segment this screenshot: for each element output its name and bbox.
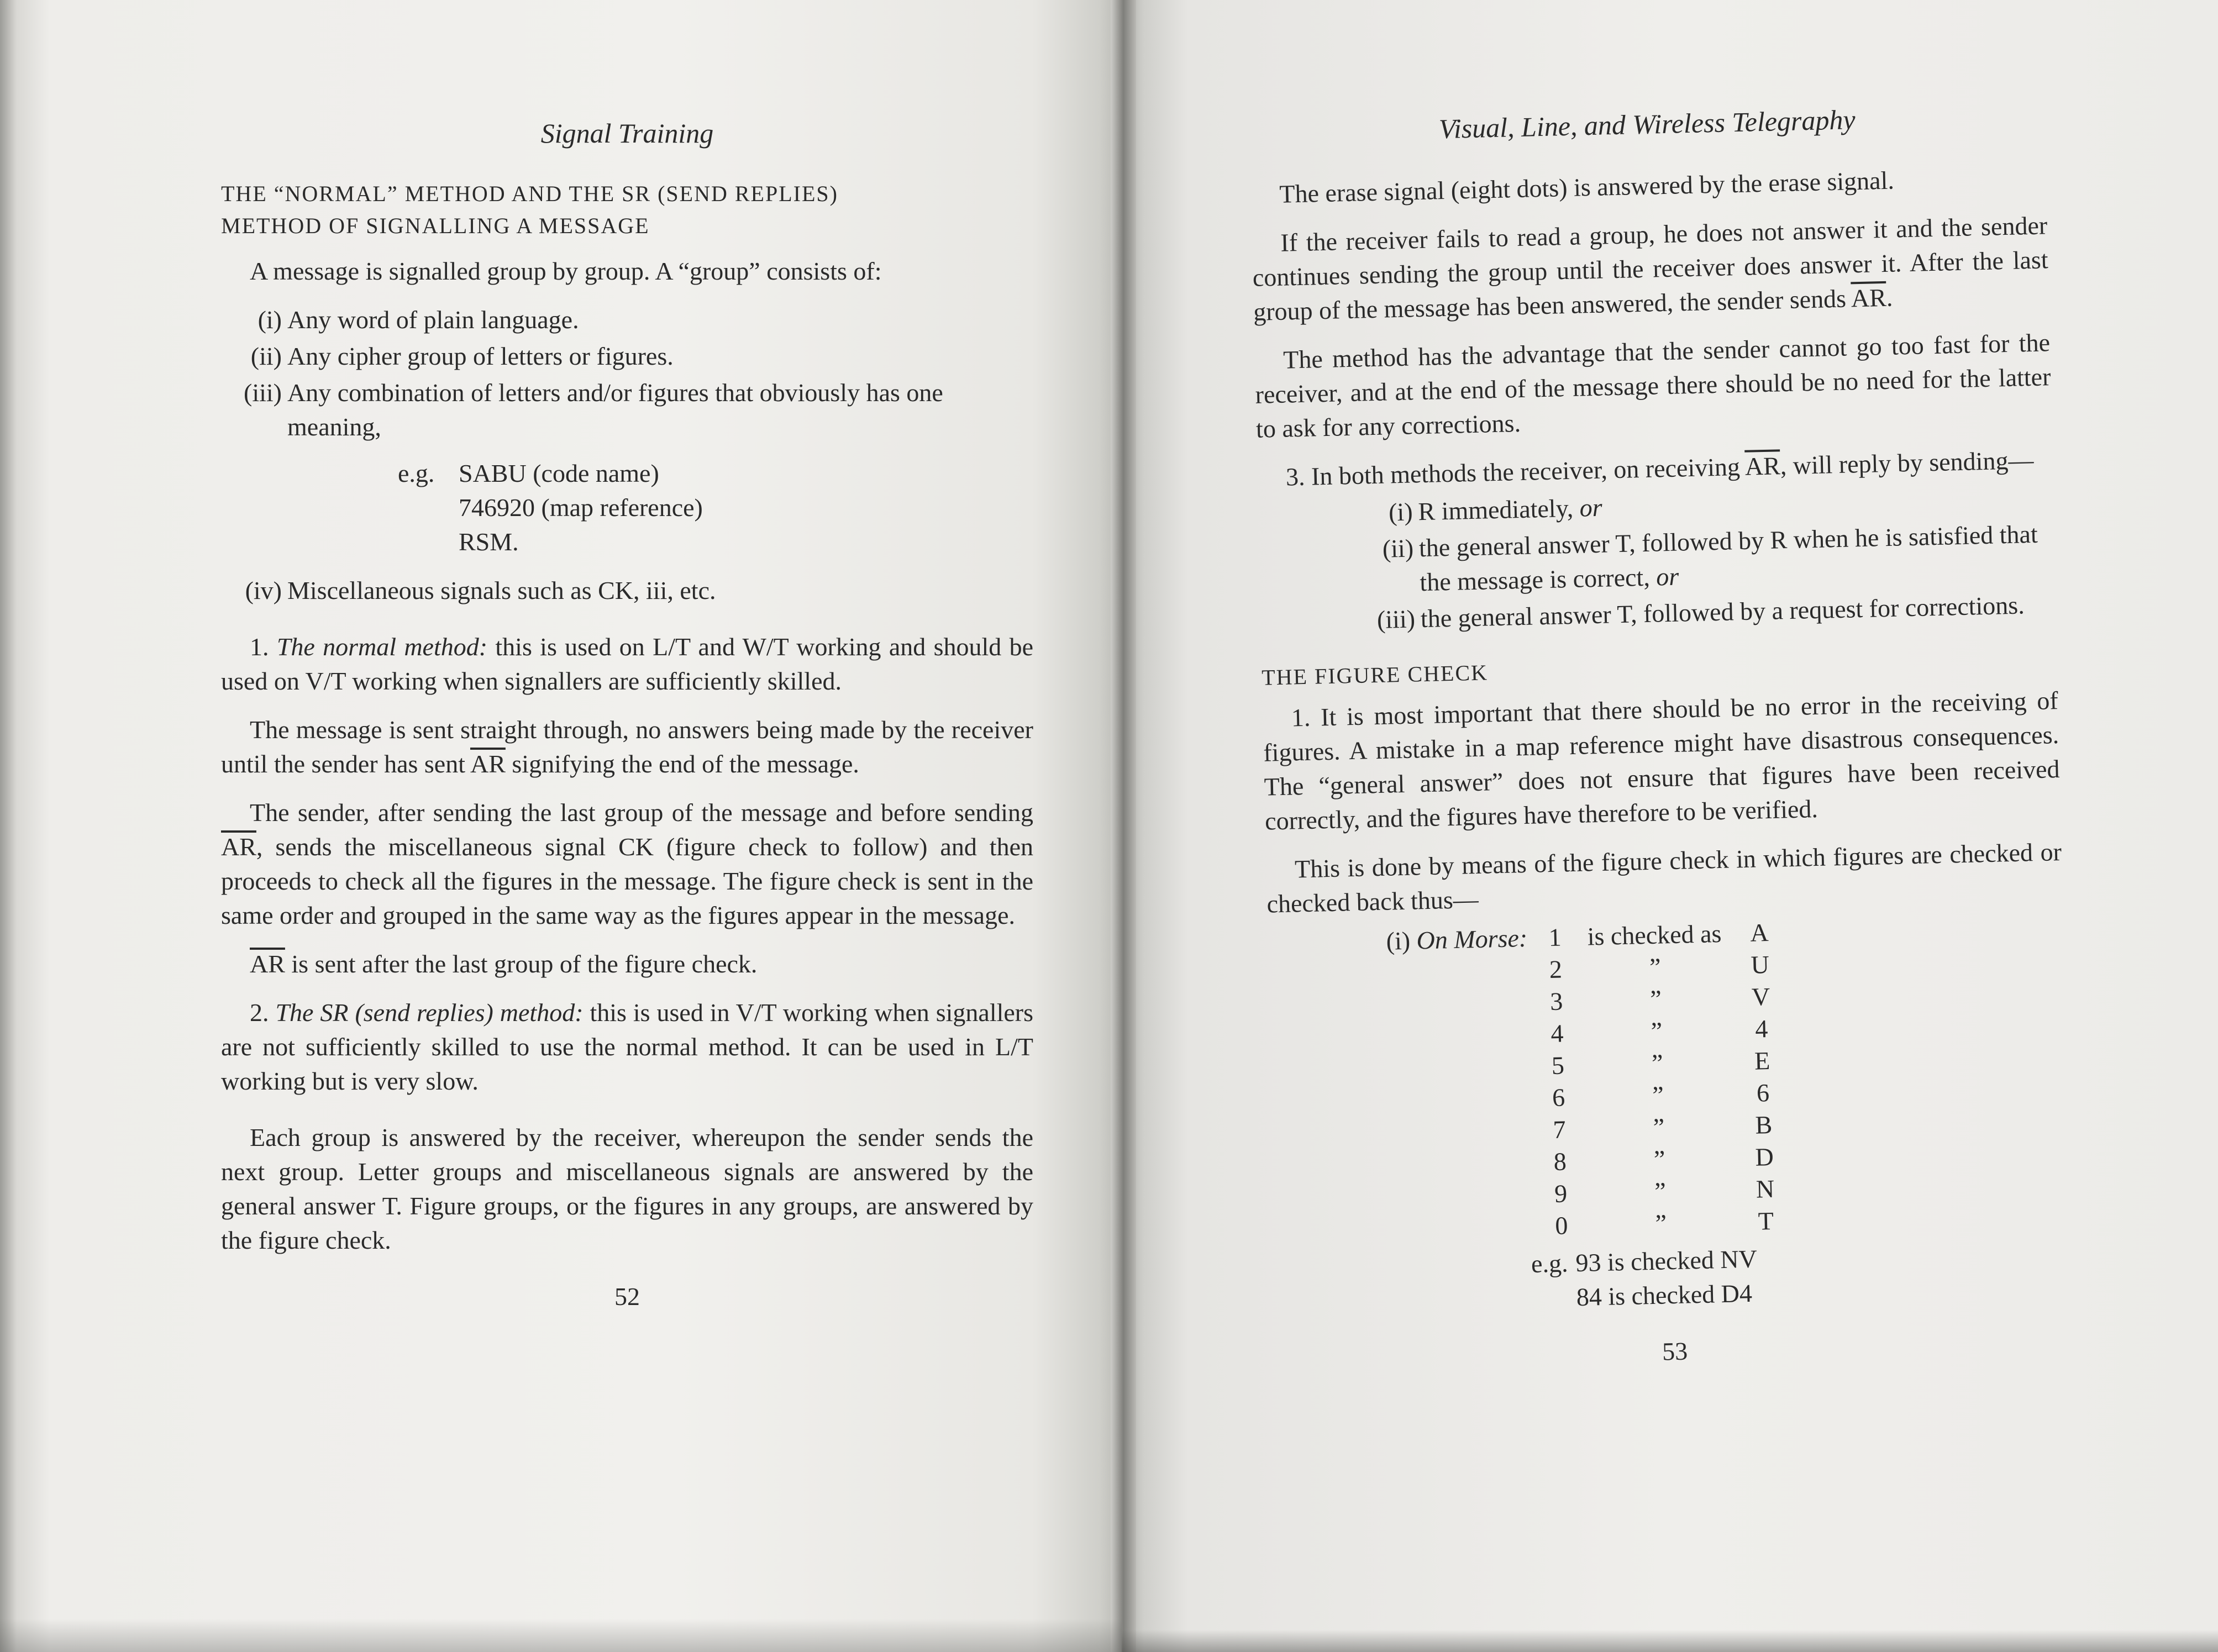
morse-check-table (1366, 909, 2070, 1245)
left-running-head: Signal Training (540, 118, 714, 149)
eg-label: e.g. (398, 459, 435, 487)
ar-signal: $\overline{AR}$ (221, 833, 256, 861)
para-sr-method: 2. The SR (send replies) method: this is used in V/T working when signallers are not sufficiently skilled to use the normal method. It can be used in L/T working but is very slow. (221, 998, 1034, 1095)
right-running-head: Visual, Line, and Wireless Telegraphy (1438, 104, 1856, 145)
para-important: 1. It is most important that there should be no error in the receiving of figures. A mistake in a map reference might have disastrous consequences. The “general answer” does not ensure that figures have been received correctly, and the figures have therefore to be verified. (1263, 686, 2060, 835)
left-section-heading-line-2: METHOD OF SIGNALLING A MESSAGE (221, 213, 650, 238)
example-line: 84 is checked D4 (1576, 1279, 1753, 1312)
check-row: 4 ” 4 (1550, 1014, 1769, 1048)
example-line: SABU (code name) (459, 459, 659, 487)
group-item: (ii) Any cipher group of letters or figures. (250, 342, 674, 370)
para-normal-method: 1. The normal method: this is used on L/T and W/T working and should be used on V/T working when signallers are sufficiently skilled. (221, 633, 1033, 695)
para-ar-sent: $\overline{AR}$ is sent after the last group of the figure check. (250, 950, 758, 978)
check-row: 7 ” B (1552, 1110, 1773, 1144)
group-list (221, 303, 1033, 444)
ar-signal: $\overline{AR}$ (470, 750, 506, 778)
para-sender: The sender, after sending the last group of the message and before sending $\overline{AR}$, sends the miscellaneous signal CK (figure check to follow) and then proceeds to check all the figures in the message. The figure check is sent in the same order and grouped in the same way as the figures appear in the message. (221, 798, 1033, 929)
para-advantage: The method has the advantage that the sender cannot go too fast for the receiver, and at the end of the message there should be no need for the latter to ask for any corrections. (1255, 328, 2051, 443)
ar-signal: $\overline{AR}$ (250, 950, 285, 978)
figure-check-heading: THE FIGURE CHECK (1261, 660, 1489, 690)
reply-item: (iii) the general answer T, followed by a request for corrections. (1376, 591, 2025, 634)
eg-label: e.g. (1531, 1249, 1569, 1278)
ar-signal: $\overline{AR}$ (1851, 283, 1887, 313)
book-gutter (1111, 0, 1136, 1652)
check-row: 9 ” N (1554, 1174, 1775, 1208)
check-row: 5 ” E (1551, 1046, 1770, 1080)
para-receiver-fails: If the receiver fails to read a group, he does not answer it and the sender continues sending the group until the receiver does answer it. After the last group of the message has been answered, the sender sends $\overline{AR}$. (1252, 211, 2049, 326)
example-line: 93 is checked NV (1575, 1244, 1758, 1277)
group-item: (iii) Any combination of letters and/or figures that obviously has one meaning, (244, 378, 943, 441)
para-erase: The erase signal (eight dots) is answered by the erase signal. (1279, 166, 1895, 208)
reply-item: (ii) the general answer T, followed by R when he is satisfied that the message is correct, or (1382, 519, 2038, 597)
right-page (1122, 0, 2218, 1652)
check-row: 0 ” T (1554, 1206, 1774, 1240)
group-item: (i) Any word of plain language. (257, 306, 579, 334)
example-line: RSM. (459, 528, 519, 556)
left-text-column (221, 111, 1033, 1314)
ar-signal: $\overline{AR}$ (1744, 451, 1781, 481)
check-row: 2 ” U (1549, 950, 1770, 984)
para-done-by: This is done by means of the figure check in which figures are checked or checked back thus— (1266, 837, 2062, 918)
check-row: 8 ” D (1553, 1142, 1774, 1176)
reply-item: (i) R immediately, or (1388, 493, 1603, 527)
para-each-group: Each group is answered by the receiver, whereupon the sender sends the next group. Letter groups and miscellaneous signals are answered by the general answer T. Figure groups, or the figures in any groups, are answered by the figure check. (221, 1123, 1033, 1254)
group-examples (221, 456, 1033, 559)
page-number-right: 53 (1662, 1337, 1688, 1366)
check-row: 3 ” V (1549, 982, 1770, 1016)
left-section-heading-line-1: THE “NORMAL” METHOD AND THE SR (SEND REPLIES) (221, 181, 838, 206)
group-intro: A message is signalled group by group. A “group” consists of: (250, 257, 882, 285)
check-row: (i) On Morse: 1 is checked as A (1386, 918, 1769, 955)
figure-check-examples (1507, 1235, 2072, 1316)
page-number-left: 52 (614, 1282, 640, 1311)
right-text-column (1249, 92, 2073, 1377)
check-row: 6 ” 6 (1552, 1078, 1770, 1112)
para-both-methods: 3. In both methods the receiver, on receiving $\overline{AR}$, will reply by sending— (1285, 445, 2034, 491)
para-straight-through: The message is sent straight through, no answers being made by the receiver until the sender has sent $\overline{AR}$ signifying the end of the message. (221, 715, 1033, 778)
group-item-iv: (iv) Miscellaneous signals such as CK, iii, etc. (245, 576, 716, 604)
example-line: 746920 (map reference) (459, 493, 703, 522)
reply-list (1352, 480, 2056, 638)
